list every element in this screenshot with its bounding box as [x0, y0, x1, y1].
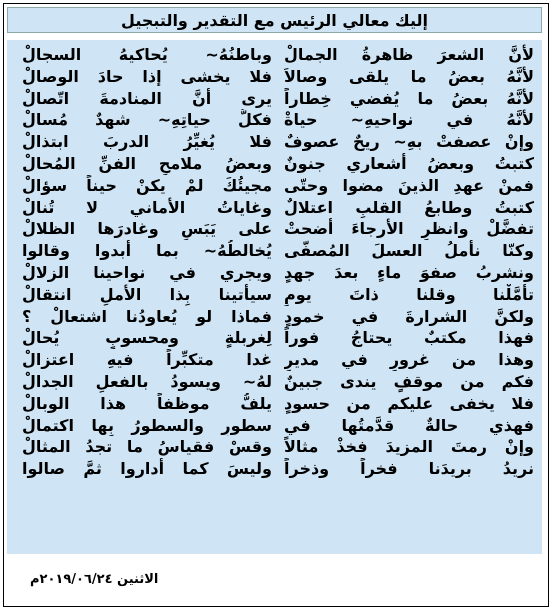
left-verse: يلفُّ موظفاً هذا الوبالْ: [22, 393, 272, 413]
right-verse: فهذي حالةٌ قدَّمتُها في: [284, 415, 534, 435]
right-verse: فهذا مكتبٌ يحتاجُ فوراً: [284, 328, 534, 348]
left-verse: على يَبَسٍ وغادرَها الظلالْ: [22, 219, 272, 239]
left-verse: مجيئُكَ لمْ يكنْ حيناً سؤالْ: [22, 175, 272, 195]
right-verse: ونشربُ صفوَ ماءٍ بعدَ جهدٍ: [284, 262, 534, 282]
right-verse: وكنّا نأملُ العسلَ المُصفّى: [284, 241, 534, 261]
right-verse: تأمَّلْنا وقلنا ذاتَ يومٍ: [284, 284, 534, 304]
left-verse: فلا يخشى إذا حادَ الوصالْ: [22, 66, 272, 86]
left-verse: وليسَ كما أداروا ثمَّ صالوا: [22, 459, 272, 479]
right-verse: وإنْ رمتَ المزيدَ فخذْ مثالاً: [284, 437, 534, 457]
right-verse: فلا يخفى عليكم من حسودٍ: [284, 393, 534, 413]
right-verse: لأنَّهُ بعضُ ما يلقى وصالاَ: [284, 66, 534, 86]
date-line: الاثنين ٢٠١٩/٠٦/٢٤م: [30, 572, 159, 587]
left-verse: سطورٍ والسطورُ بِها اكتمالْ: [22, 415, 272, 435]
right-verse: فمنْ عهدِ الذينَ مضوا وحتّى: [284, 175, 534, 195]
left-verse: وباطنُهُ~ يُحاكيهُ السجالْ: [22, 45, 272, 64]
right-verse: فكم من موقفٍ يندى جبينٌ: [284, 371, 534, 391]
left-verse: وغاياتُ الأماني لا تُنالْ: [22, 197, 272, 217]
right-verse: ولكنَّ الشرارةَ في خمودٍ: [284, 306, 534, 326]
left-verse: لهُ~ ويسودُ بالفعلِ الجدالْ: [22, 371, 272, 391]
right-verse: لأنَّهُ في نواحيهِ~ حياةْ: [284, 110, 534, 130]
left-verse: وبعضُ ملامحِ الفنِّ المُحالْ: [22, 153, 272, 173]
left-column: [22, 44, 272, 480]
right-verse: تفضَّلْ وانظرِ الأرجاءَ أضحتْ: [284, 219, 534, 239]
right-verse: كتبتُ وطابعُ القلبِ اعتلالٌ: [284, 197, 534, 217]
left-verse: وقسْ فقياسُ ما تجدُ المثالْ: [22, 437, 272, 457]
left-verse: يُخالطُهُ~ بما أبدوا وقالوا: [22, 241, 272, 261]
right-verse: نريدُ بريدَنا فخراً وذخراً: [284, 459, 534, 479]
left-verse: سيأتينا بِذا الأملِ انتقالْ: [22, 284, 272, 304]
left-verse: يرى أنَّ المنادمةَ اتّصالْ: [22, 88, 272, 108]
right-verse: كتبتُ وبعضُ أشعاري جنونٌ: [284, 153, 534, 173]
right-verse: لأنَّهُ بعضُ ما يُفضي خِطاراً: [284, 88, 534, 108]
right-verse: وإنْ عصفتْ بهِ~ ريحٌ عصوفٌ: [284, 132, 534, 152]
left-verse: ويجري في نواحينا الزلالْ: [22, 262, 272, 282]
left-verse: فكلُّ حياتِهِ~ شهدٌ مُسالْ: [22, 110, 272, 130]
left-verse: لِغربلةٍ ومحسوبٍ يُحالْ: [22, 328, 272, 348]
left-verse: فلا يُغيِّرُ الدربَ ابتذالْ: [22, 132, 272, 152]
poem-body: [7, 40, 542, 554]
left-verse: فماذا لو يُعاودُنا اشتعالْ ؟: [22, 306, 272, 326]
right-column: [284, 44, 534, 480]
right-verse: لأنَّ الشعرَ ظاهرةُ الجمالْ: [284, 45, 534, 64]
poem-title: إليك معالي الرئيس مع التقدير والتبجيل: [7, 7, 542, 33]
left-verse: غدا متكبِّراً فيهِ اعتزالْ: [22, 350, 272, 370]
right-verse: وهذا من غرورٍ في مديرٍ: [284, 350, 534, 370]
